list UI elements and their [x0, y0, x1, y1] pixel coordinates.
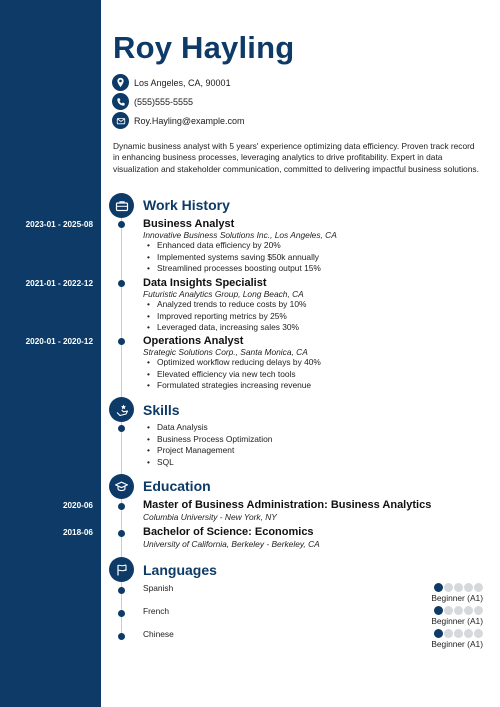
- job-dates: 2020-01 - 2020-12: [25, 337, 93, 346]
- rating-dot: [434, 583, 443, 592]
- list-item: • Elevated efficiency via new tech tools: [143, 369, 321, 381]
- contact-email: [112, 112, 245, 129]
- degree-title: Bachelor of Science: Economics: [143, 526, 314, 538]
- section-title-skills: Skills: [143, 402, 180, 418]
- timeline-dot: [118, 503, 125, 510]
- list-item: • Leveraged data, increasing sales 30%: [143, 322, 306, 334]
- language-name: Chinese: [143, 629, 174, 639]
- language-rating: [434, 583, 483, 592]
- rating-dot: [434, 606, 443, 615]
- rating-dot: [444, 629, 453, 638]
- language-level: Beginner (A1): [431, 639, 483, 649]
- rating-dot: [474, 629, 483, 638]
- rating-dot: [464, 583, 473, 592]
- section-title-work-history: Work History: [143, 197, 230, 213]
- envelope-icon: [112, 112, 129, 129]
- rating-dot: [454, 606, 463, 615]
- timeline-dot: [118, 338, 125, 345]
- list-item: • Analyzed trends to reduce costs by 10%: [143, 299, 306, 311]
- timeline-dot: [118, 530, 125, 537]
- language-name: French: [143, 606, 170, 616]
- rating-dot: [444, 606, 453, 615]
- education-date: 2020-06: [62, 501, 93, 510]
- rating-dot: [454, 583, 463, 592]
- rating-dot: [474, 606, 483, 615]
- skills-list: [143, 422, 272, 468]
- timeline-dot: [118, 425, 125, 432]
- address-text: Los Angeles, CA, 90001: [134, 77, 231, 88]
- rating-dot: [474, 583, 483, 592]
- list-item: • Formulated strategies increasing revenue: [143, 380, 321, 392]
- rating-dot: [434, 629, 443, 638]
- job-title: Operations Analyst: [143, 335, 244, 347]
- flag-icon: [109, 557, 134, 582]
- timeline-dot: [118, 221, 125, 228]
- job-company: Innovative Business Solutions Inc., Los Angeles, CA: [143, 230, 337, 240]
- job-dates: 2021-01 - 2022-12: [25, 279, 93, 288]
- list-item: • Streamlined processes boosting output 15%: [143, 263, 321, 275]
- job-bullets: [143, 240, 321, 275]
- list-item: • Enhanced data efficiency by 20%: [143, 240, 321, 252]
- email-link[interactable]: Roy.Hayling@example.com: [134, 115, 245, 126]
- degree-title: Master of Business Administration: Business Analytics: [143, 499, 432, 511]
- job-title: Business Analyst: [143, 218, 235, 230]
- graduation-cap-icon: [109, 474, 134, 499]
- education-date: 2018-06: [62, 528, 93, 537]
- section-title-languages: Languages: [143, 562, 217, 578]
- job-bullets: [143, 357, 321, 392]
- list-item: • Business Process Optimization: [143, 434, 272, 446]
- timeline-dot: [118, 610, 125, 617]
- rating-dot: [464, 629, 473, 638]
- contact-phone: [112, 93, 193, 110]
- language-level: Beginner (A1): [431, 593, 483, 603]
- school-name: Columbia University - New York, NY: [143, 512, 277, 522]
- rating-dot: [454, 629, 463, 638]
- list-item: • Project Management: [143, 445, 272, 457]
- hand-with-star-icon: [109, 397, 134, 422]
- job-company: Strategic Solutions Corp., Santa Monica, CA: [143, 347, 308, 357]
- school-name: University of California, Berkeley - Berkeley, CA: [143, 539, 320, 549]
- job-company: Futuristic Analytics Group, Long Beach, CA: [143, 289, 304, 299]
- candidate-name: Roy Hayling: [113, 30, 295, 65]
- phone-text: (555)555-5555: [134, 96, 194, 107]
- list-item: • Data Analysis: [143, 422, 272, 434]
- timeline-dot: [118, 587, 125, 594]
- professional-summary: Dynamic business analyst with 5 years' experience optimizing data efficiency. Proven track record in enhancing business processes, leveraging analytics to drive profitability. Expert in data visualization and stakeholder communication, committed to delivering impactful business solutions.: [113, 141, 479, 174]
- language-name: Spanish: [143, 583, 174, 593]
- job-bullets: [143, 299, 306, 334]
- section-title-education: Education: [143, 478, 211, 494]
- list-item: • Improved reporting metrics by 25%: [143, 311, 306, 323]
- language-level: Beginner (A1): [431, 616, 483, 626]
- list-item: • Optimized workflow reducing delays by 40%: [143, 357, 321, 369]
- list-item: • SQL: [143, 457, 272, 469]
- rating-dot: [444, 583, 453, 592]
- location-pin-icon: [112, 74, 129, 91]
- rating-dot: [464, 606, 473, 615]
- briefcase-icon: [109, 193, 134, 218]
- language-rating: [434, 629, 483, 638]
- left-sidebar: [0, 0, 101, 707]
- job-dates: 2023-01 - 2025-08: [25, 220, 93, 229]
- language-rating: [434, 606, 483, 615]
- timeline-dot: [118, 633, 125, 640]
- job-title: Data Insights Specialist: [143, 277, 267, 289]
- contact-address: [112, 74, 231, 91]
- phone-icon: [112, 93, 129, 110]
- timeline-dot: [118, 280, 125, 287]
- list-item: • Implemented systems saving $50k annually: [143, 252, 321, 264]
